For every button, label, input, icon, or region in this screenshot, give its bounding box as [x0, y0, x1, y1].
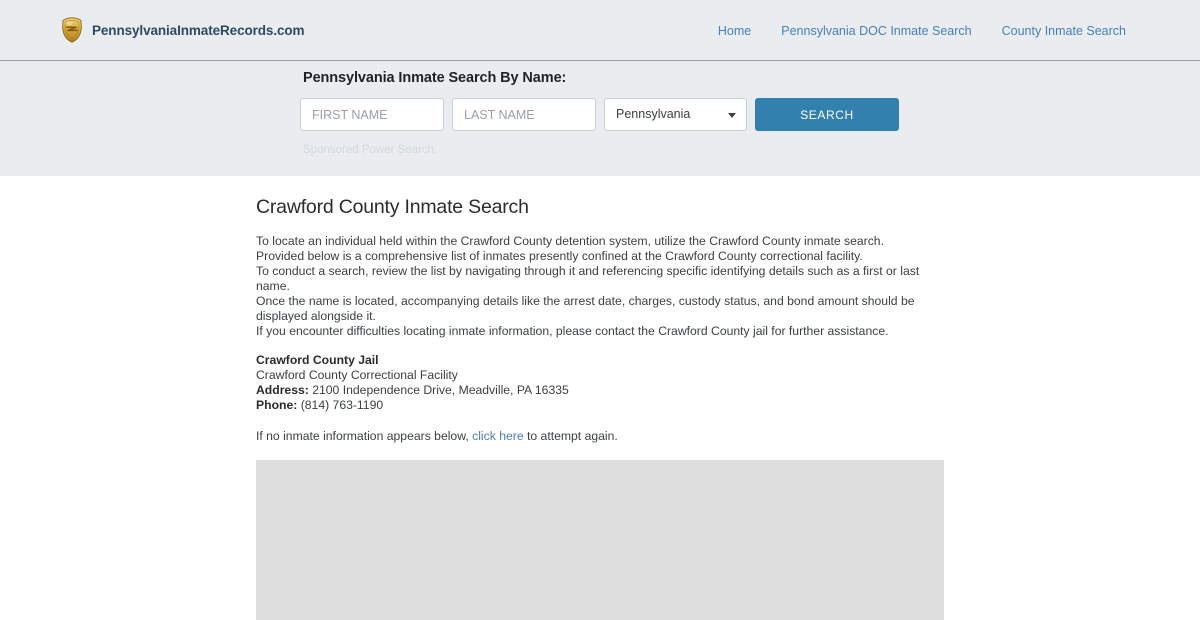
intro-paragraph — [256, 234, 944, 339]
phone-value: (814) 763-1190 — [300, 398, 384, 412]
intro-line: To locate an individual held within the Crawford County detention system, utilize the Crawford County inmate search. — [256, 234, 884, 248]
intro-line: Provided below is a comprehensive list of inmates presently confined at the Crawford County correctional facility. — [256, 249, 863, 263]
jail-facility: Crawford County Correctional Facility — [256, 368, 458, 382]
state-select-wrapper — [604, 98, 747, 131]
jail-address — [256, 383, 944, 398]
jail-phone — [256, 398, 944, 413]
site-header — [0, 0, 1200, 61]
retry-message — [256, 429, 944, 444]
nav-item-pennsylvania-doc-inmate-search[interactable]: Pennsylvania DOC Inmate Search — [781, 23, 972, 38]
main-content — [0, 176, 1200, 620]
first-name-input[interactable] — [300, 98, 444, 131]
address-value: 2100 Independence Drive, Meadville, PA 16335 — [312, 383, 569, 397]
page-title: Crawford County Inmate Search — [256, 196, 529, 218]
nav-item-county-inmate-search[interactable]: County Inmate Search — [1001, 23, 1126, 38]
jail-contact-block — [256, 353, 944, 413]
sponsored-note: Sponsored Power Search. — [303, 144, 438, 156]
brand-name: PennsylvaniaInmateRecords.com — [92, 22, 305, 38]
main-navigation — [718, 0, 1126, 61]
address-label: Address: — [256, 383, 309, 397]
results-placeholder — [256, 460, 944, 620]
last-name-input[interactable] — [452, 98, 596, 131]
click-here-link[interactable]: click here — [472, 429, 524, 443]
intro-line: Once the name is located, accompanying details like the arrest date, charges, custody status, and bond amount should be displayed alongside it. — [256, 294, 915, 323]
intro-line: To conduct a search, review the list by navigating through it and referencing specific identifying details such as a first or last name. — [256, 264, 920, 293]
nav-item-home[interactable]: Home — [717, 23, 752, 38]
retry-text-after: to attempt again. — [527, 429, 618, 443]
intro-line: If you encounter difficulties locating inmate information, please contact the Crawford County jail for further assistance. — [256, 324, 889, 338]
phone-label: Phone: — [256, 398, 298, 412]
inmate-search-hero — [0, 61, 1200, 176]
jail-name — [256, 353, 944, 368]
inmate-search-form — [300, 98, 900, 131]
state-select[interactable] — [604, 98, 747, 131]
jail-name-text: Crawford County Jail — [256, 353, 379, 367]
search-form-title: Pennsylvania Inmate Search By Name: — [303, 70, 567, 86]
retry-text-before: If no inmate information appears below, — [256, 429, 469, 443]
site-logo-link[interactable] — [60, 17, 304, 43]
police-badge-icon — [60, 17, 84, 43]
search-button[interactable]: SEARCH — [755, 98, 899, 131]
